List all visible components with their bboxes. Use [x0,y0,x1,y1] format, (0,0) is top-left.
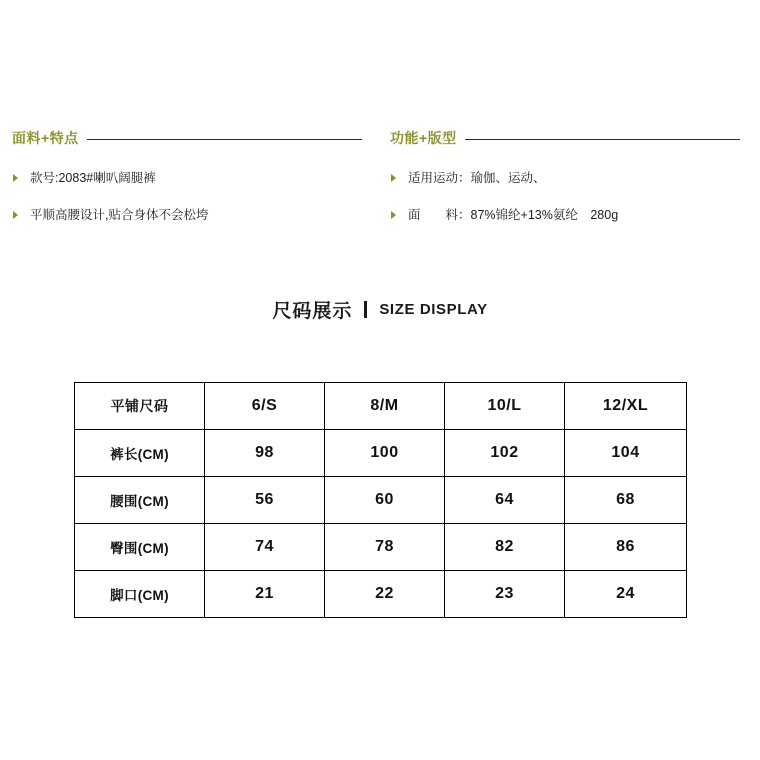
list-item [12,170,362,187]
cell-pants-length-l: 102 [445,430,565,477]
cell-waist-s: 56 [205,477,325,524]
cell-pants-length-xl: 104 [565,430,687,477]
fabric-bullet-2-text: 平顺高腰设计,贴合身体不会松垮 [30,207,209,222]
cell-hip-l: 82 [445,524,565,571]
table-header-row [75,383,687,430]
cell-waist-xl: 68 [565,477,687,524]
function-bullet-list [390,170,740,224]
cell-leg-opening-xl: 24 [565,571,687,618]
size-display-title-cn: 尺码展示 [272,301,353,322]
list-item [390,207,740,224]
cell-leg-opening-m: 22 [325,571,445,618]
cell-waist-m: 60 [325,477,445,524]
fabric-column-header [12,128,362,148]
function-bullet-1-text: 适用运动：瑜伽、运动、 [408,171,546,185]
fabric-bullet-1-text: 款号:2083#喇叭阔腿裤 [30,171,156,185]
size-display-title-en: SIZE DISPLAY [379,301,488,318]
cell-hip-s: 74 [205,524,325,571]
table-row [75,477,687,524]
cell-waist-l: 64 [445,477,565,524]
row-label-waist: 腰围(CM) [75,477,205,524]
feature-column-function [380,128,760,244]
row-label-leg-opening: 脚口(CM) [75,571,205,618]
header-divider-line [465,139,740,140]
cell-hip-m: 78 [325,524,445,571]
size-display-heading [0,296,760,323]
table-header-size-s: 6/S [205,383,325,430]
cell-leg-opening-s: 21 [205,571,325,618]
size-table [74,382,687,618]
triangle-bullet-icon [390,209,399,221]
cell-pants-length-s: 98 [205,430,325,477]
table-row [75,524,687,571]
row-label-pants-length: 裤长(CM) [75,430,205,477]
feature-column-fabric [0,128,380,244]
function-bullet-2-text: 面 料：87%锦纶+13%氨纶 280g [408,207,619,222]
table-header-size-xl: 12/XL [565,383,687,430]
fabric-column-title: 面料+特点 [12,130,79,146]
triangle-bullet-icon [390,172,399,184]
cell-pants-length-m: 100 [325,430,445,477]
table-header-size-m: 8/M [325,383,445,430]
table-header-size-l: 10/L [445,383,565,430]
function-column-title: 功能+版型 [390,130,457,146]
table-header-measure: 平铺尺码 [75,383,205,430]
cell-leg-opening-l: 23 [445,571,565,618]
table-row [75,571,687,618]
list-item [390,170,740,187]
features-section [0,128,760,244]
size-table-container [74,382,686,618]
triangle-bullet-icon [12,172,21,184]
function-column-header [390,128,740,148]
triangle-bullet-icon [12,209,21,221]
cell-hip-xl: 86 [565,524,687,571]
row-label-hip: 臀围(CM) [75,524,205,571]
heading-separator-bar [364,301,367,318]
fabric-bullet-list [12,170,362,224]
list-item [12,207,362,224]
header-divider-line [87,139,362,140]
table-row [75,430,687,477]
